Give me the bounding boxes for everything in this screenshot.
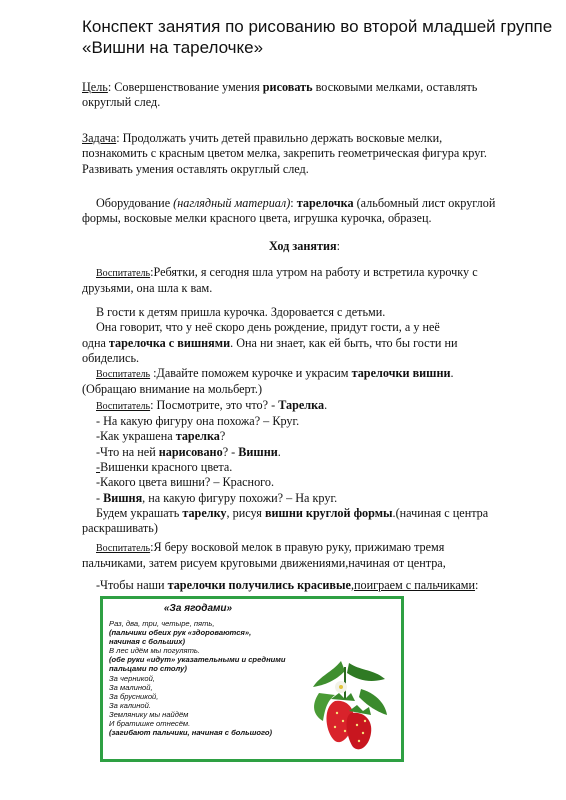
teacher-label: Воспитатель (96, 400, 151, 412)
dialog-text: , (350, 578, 354, 592)
course-heading-bold: Ход занятия (269, 239, 337, 253)
course-heading-colon: : (336, 239, 340, 253)
finger-game-card (100, 596, 404, 762)
goal-line-2: округлый след. (82, 95, 161, 110)
dialog-dash: - (96, 459, 101, 474)
dialog-block-4 (82, 578, 527, 593)
teacher-label: Воспитатель (96, 268, 151, 279)
teacher-label: Воспитатель (96, 369, 151, 381)
poem-line: (обе руки «идут» указательными и средними (109, 655, 286, 665)
goal-text-2: восковыми мелками, оставлять (312, 80, 478, 94)
dialog-bold: Вишни (238, 444, 278, 459)
dialog-text: В гости к детям пришла курочка. Здоровается с детьми. (96, 305, 386, 319)
poem-line: (загибают пальчики, начиная с большого) (109, 728, 273, 738)
dialog-bold: тарелку (182, 505, 227, 520)
dialog-text: - На какую фигуру она похожа? – Круг. (96, 414, 300, 429)
poem-line: И братишке отнесём. (109, 719, 191, 729)
poem-line: За калиной. (109, 700, 151, 710)
equipment-bold: тарелочка (296, 196, 354, 210)
dialog-text: .(начиная с центра (392, 505, 489, 520)
strawberry-icon (301, 653, 393, 757)
dialog-text: -Какого цвета вишни? – Красного. (96, 475, 275, 490)
task-paragraph (82, 131, 527, 177)
poem-line: Землянику мы найдём (109, 709, 189, 719)
goal-label: Цель (82, 80, 108, 94)
equipment-label: Оборудование (96, 196, 174, 210)
course-heading (82, 239, 527, 254)
poem-line: пальцами по столу) (109, 664, 187, 674)
dialog-text: раскрашивать) (82, 521, 158, 536)
dialog-text: Будем украшать (96, 505, 183, 520)
title-line-1: Конспект занятия по рисованию во второй младшей группе (82, 17, 553, 36)
dialog-text: :Я беру восковой мелок в правую руку, прижимаю тремя (150, 540, 445, 554)
dialog-block-1 (82, 265, 527, 297)
dialog-text: -Что на ней (96, 444, 159, 459)
dialog-text: :Давайте поможем курочке и украсим (150, 366, 352, 381)
dialog-block-3 (82, 540, 527, 572)
dialog-text: ? - (222, 444, 239, 459)
poem-line: За черникой, (109, 673, 155, 683)
dialog-text: пальчиками, затем рисуем круговыми движениями,начиная от центра, (82, 556, 446, 571)
poem-title: «За ягодами» (163, 603, 233, 614)
dialog-text: Она говорит, что у неё скоро день рождение, придут гости, а у неё (96, 320, 440, 335)
goal-bold: рисовать (262, 80, 313, 94)
dialog-bold: тарелочки получились красивые (167, 578, 351, 592)
dialog-text: ? (219, 429, 226, 444)
equipment-text: (альбомный лист округлой (353, 196, 496, 210)
poem-line: Раз, два, три, четыре, пять, (109, 619, 215, 628)
dialog-text: . (324, 397, 328, 412)
dialog-bold: тарелка (175, 429, 220, 444)
dialog-text: одна (82, 335, 109, 350)
poem-line: За малиной, (109, 682, 153, 692)
task-line-3: Развивать умения оставлять округлый след. (82, 161, 309, 176)
dialog-text: друзьями, она шла к вам. (82, 281, 213, 296)
equipment-line-2: формы, восковые мелки красного цвета, игрушка курочка, образец. (82, 211, 432, 226)
dialog-text: -Как украшена (96, 429, 176, 444)
dialog-bold: тарелочка с вишнями (108, 335, 231, 350)
dialog-text: -Чтобы наши (96, 578, 168, 592)
dialog-bold: тарелочки вишни (351, 366, 451, 381)
dialog-underlined: поиграем с пальчиками (353, 578, 476, 592)
dialog-text: . Она ни знает, как ей быть, что бы гости ни (230, 335, 458, 350)
dialog-bold: вишни круглой формы (264, 505, 393, 520)
dialog-text: обиделись. (82, 350, 140, 365)
dialog-bold: Вишня (103, 490, 143, 505)
goal-text: : Совершенствование умения (107, 80, 263, 94)
dialog-bold: нарисовано (158, 444, 223, 459)
task-label: Задача (82, 131, 117, 145)
equipment-italic: (наглядный материал) (173, 196, 291, 210)
dialog-block-2 (82, 305, 527, 536)
poem-line: (пальчики обеих рук «здороваются», (109, 628, 252, 638)
goal-paragraph (82, 80, 527, 111)
dialog-text: :Ребятки, я сегодня шла утром на работу и встретила курочку с (150, 265, 478, 279)
dialog-text: (Обращаю внимание на мольберт.) (82, 382, 263, 397)
dialog-text: : (475, 578, 479, 592)
dialog-text: Вишенки красного цвета. (100, 459, 233, 474)
poem-line: В лес идём мы погулять. (109, 646, 200, 656)
dialog-text: : Посмотрите, это что? - (150, 397, 279, 412)
dialog-text: . (277, 444, 281, 459)
equipment-paragraph (82, 196, 527, 227)
equipment-colon: : (290, 196, 297, 210)
task-line-1: : Продолжать учить детей правильно держать восковые мелки, (116, 131, 443, 145)
task-line-2: познакомить с красным цветом мелка, закрепить геометрическая фигура круг. (82, 146, 487, 161)
title-line-2: «Вишни на тарелочке» (82, 38, 264, 57)
document-title (82, 16, 553, 58)
dialog-text: , рисуя (226, 505, 265, 520)
dialog-text: . (450, 366, 454, 381)
dialog-text: , на какую фигуру похожи? – На круг. (142, 490, 338, 505)
teacher-label: Воспитатель (96, 543, 151, 554)
poem-line: начиная с больших) (109, 637, 186, 647)
dialog-text: - (96, 490, 104, 505)
poem-line: За брусникой, (109, 691, 159, 701)
dialog-bold: Тарелка (278, 397, 325, 412)
